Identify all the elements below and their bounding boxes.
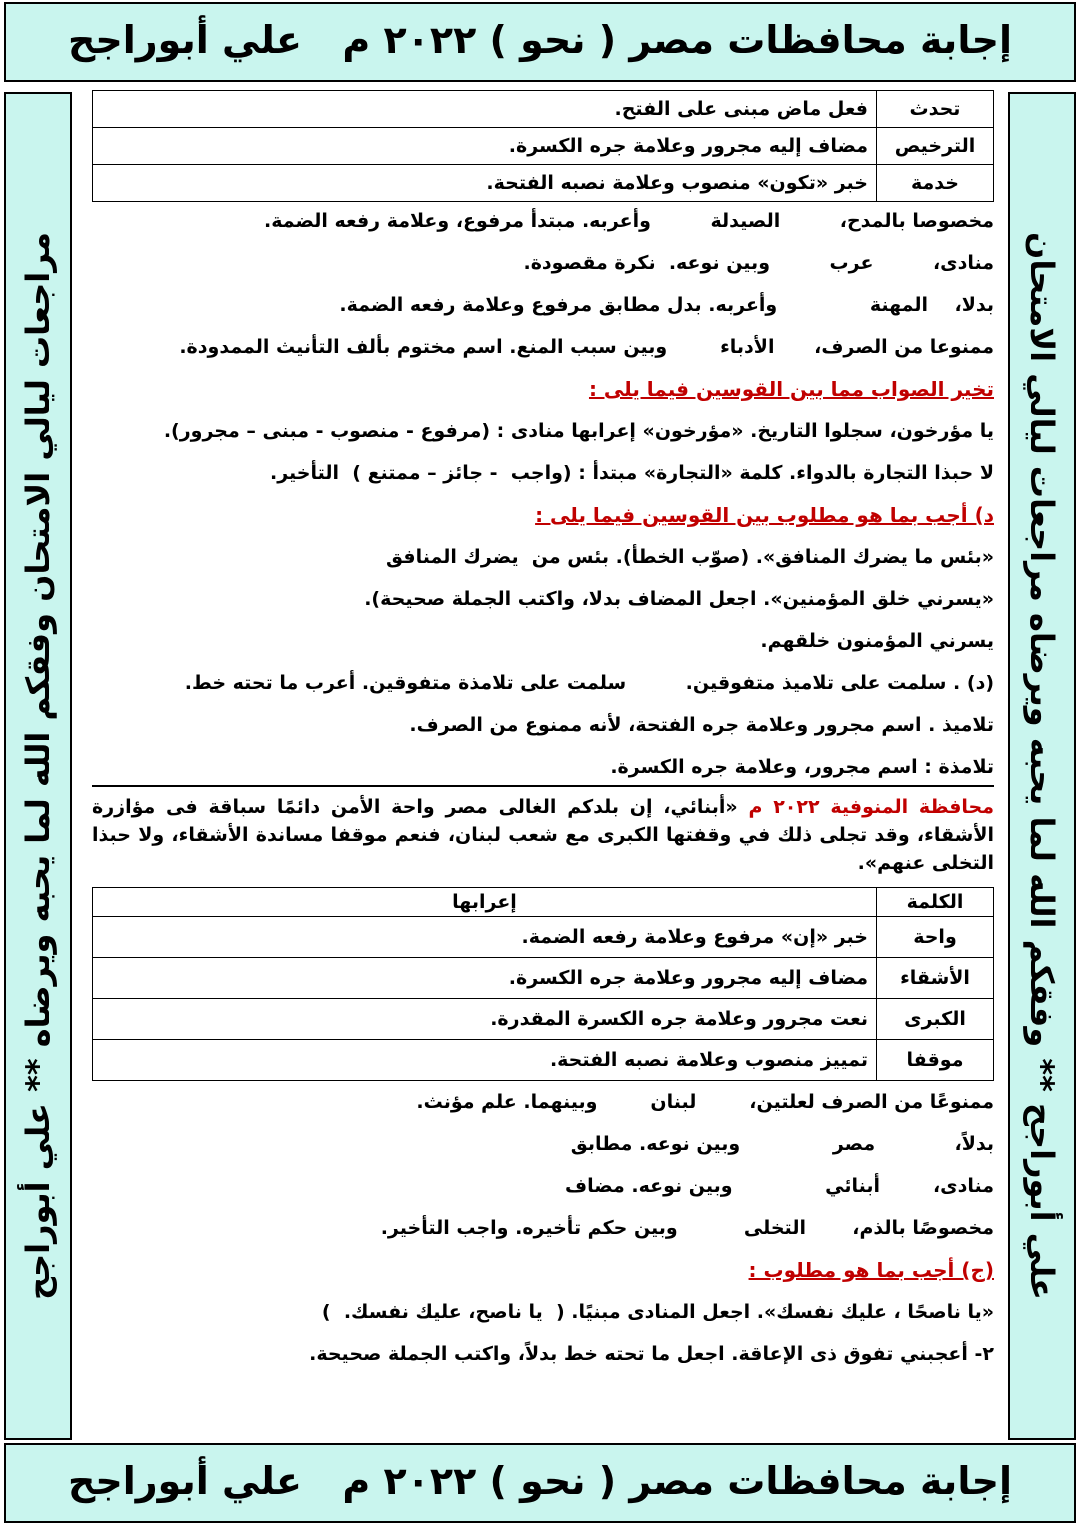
answer-line: بدلا، المهنة وأعربه. بدل مطابق مرفوع وعلامة رفعه الضمة. (339, 294, 994, 316)
table-row (93, 1040, 994, 1081)
table-word: واحة (877, 917, 994, 958)
header-title: إجابة محافظات مصر ( نحو ) ٢٠٢٢ م (342, 18, 1012, 62)
right-side-banner (1008, 92, 1076, 1440)
answer-line: ٢- أعجبني تفوق ذى الإعاقة. اجعل ما تحته خط بدلاً، واكتب الجملة صحيحة. (309, 1343, 994, 1365)
answer-line: «يا ناصحًا ، عليك نفسك». اجعل المنادى مبنيًا. ( يا ناصح، عليك نفسك. ) (321, 1301, 994, 1323)
table-row (93, 128, 994, 165)
section-heading-choose: تخير الصواب مما بين القوسين فيما يلى : (588, 377, 994, 401)
answer-line: «بئس ما يضرك المنافق». (صوّب الخطأ). بئس من يضرك المنافق (386, 546, 994, 568)
header-author: علي أبوراجح (68, 18, 302, 62)
answer-line: تلامذة : اسم مجرور، وعلامة جره الكسرة. (610, 756, 994, 778)
table-parse: مضاف إليه مجرور وعلامة جره الكسرة. (93, 128, 877, 165)
footer-title: إجابة محافظات مصر ( نحو ) ٢٠٢٢ م (342, 1459, 1012, 1503)
table-row (93, 999, 994, 1040)
section-heading-required: (ج) أجب بما هو مطلوب : (748, 1258, 994, 1282)
answer-line: مخصوصًا بالذم، التخلى وبين حكم تأخيره. واجب التأخير. (380, 1217, 994, 1239)
right-banner-text: علي أبوراجح ** وفقكم الله لما يحبه ويرضاه مراجعات ليالي الامتحان (1023, 232, 1061, 1300)
answer-content (92, 90, 994, 1383)
footer-banner (4, 1443, 1076, 1523)
table-word: تحدث (877, 91, 994, 128)
answer-line: «يسرني خلق المؤمنين». اجعل المضاف بدلا، واكتب الجملة صحيحة). (364, 588, 994, 610)
table-row (93, 165, 994, 202)
governorate-label: محافظة المنوفية ٢٠٢٢ م (748, 796, 994, 818)
passage-text: «أبنائي، إن بلدكم الغالى مصر واحة الأمن دائمًا سباقة فى مؤازرة الأشقاء، وقد تجلى ذلك في وقفتها الكبرى مع شعب لبنان، فنعم موقفا مساندة الأشقاء، ولا حبذا التخلى عنهم». (92, 796, 994, 874)
table-word: الترخيص (877, 128, 994, 165)
table-header-parse: إعرابها (93, 888, 877, 917)
table-row (93, 91, 994, 128)
footer-author: علي أبوراجح (68, 1459, 302, 1503)
answer-line: بدلاً، مصر وبين نوعه. مطابق (570, 1133, 994, 1155)
menoufia-passage (92, 793, 994, 877)
answer-line: ممنوعًا من الصرف لعلتين، لبنان وبينهما. علم مؤنث. (416, 1091, 994, 1113)
left-banner-text: مراجعات ليالي الامتحان وفقكم الله لما يحبه ويرضاه ** علي أبوراجح (19, 232, 57, 1300)
answer-line: (د) . سلمت على تلاميذ متفوقين. سلمت على تلامذة متفوقين. أعرب ما تحته خط. (184, 672, 994, 694)
answer-line: يسرني المؤمنون خلقهم. (760, 630, 994, 652)
table-word: الكبرى (877, 999, 994, 1040)
table-row (93, 917, 994, 958)
answer-line: لا حبذا التجارة بالدواء. كلمة «التجارة» مبتدأ : (واجب - جائز – ممتنع ) التأخير. (270, 462, 994, 484)
answer-line: يا مؤرخون، سجلوا التاريخ. «مؤرخون» إعرابها منادى : (مرفوع - منصوب - مبنى – مجرور). (163, 420, 994, 442)
table-word: الأشقاء (877, 958, 994, 999)
table-parse: فعل ماض مبنى على الفتح. (93, 91, 877, 128)
table-row (93, 958, 994, 999)
answer-line: ممنوعا من الصرف، الأدباء وبين سبب المنع. اسم مختوم بألف التأنيث الممدودة. (179, 336, 994, 358)
answer-line: منادى، أبنائي وبين نوعه. مضاف (565, 1175, 994, 1197)
divider (92, 785, 994, 787)
left-side-banner (4, 92, 72, 1440)
header-banner (4, 2, 1076, 82)
table-parse: مضاف إليه مجرور وعلامة جره الكسرة. (93, 958, 877, 999)
parsing-table-2 (92, 887, 994, 1081)
table-word: موقفا (877, 1040, 994, 1081)
answer-line: مخصوصا بالمدح، الصيدلة وأعربه. مبتدأ مرفوع، وعلامة رفعه الضمة. (264, 210, 994, 232)
table-parse: خبر «تكون» منصوب وعلامة نصبه الفتحة. (93, 165, 877, 202)
table-header-row (93, 888, 994, 917)
table-header-word: الكلمة (877, 888, 994, 917)
table-parse: تمييز منصوب وعلامة نصبه الفتحة. (93, 1040, 877, 1081)
parsing-table-1 (92, 90, 994, 202)
table-parse: نعت مجرور وعلامة جره الكسرة المقدرة. (93, 999, 877, 1040)
section-heading-answer: د) أجب بما هو مطلوب بين القوسين فيما يلى : (535, 503, 994, 527)
table-word: خدمة (877, 165, 994, 202)
table-parse: خبر «إن» مرفوع وعلامة رفعه الضمة. (93, 917, 877, 958)
answer-line: منادى، عرب وبين نوعه. نكرة مقصودة. (523, 252, 994, 274)
answer-line: تلاميذ . اسم مجرور وعلامة جره الفتحة، لأنه ممنوع من الصرف. (409, 714, 994, 736)
